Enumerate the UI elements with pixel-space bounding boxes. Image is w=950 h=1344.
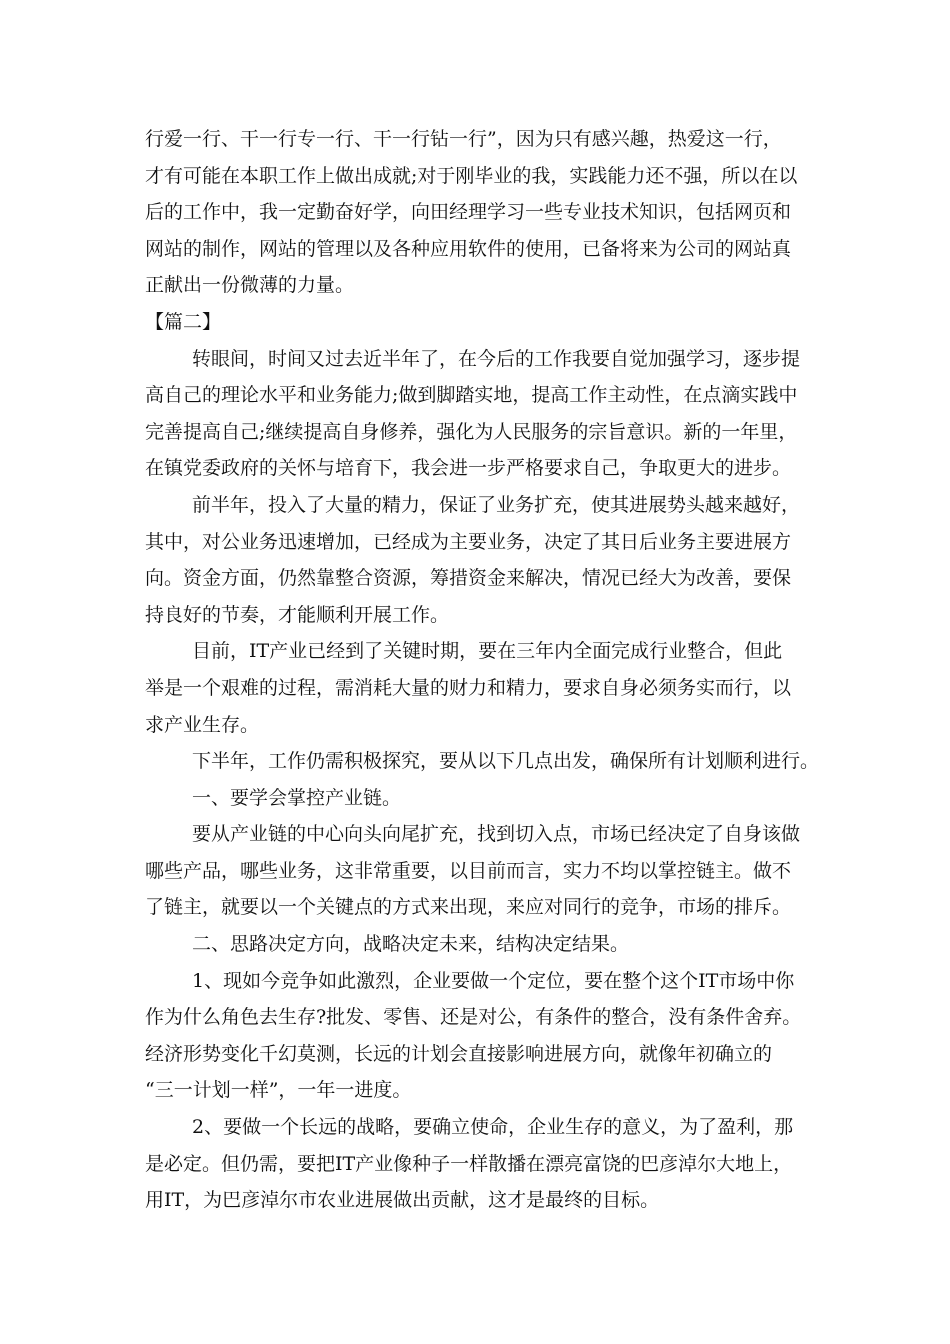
document-body xyxy=(145,121,825,1219)
text-line: 完善提高自己;继续提高自身修养，强化为人民服务的宗旨意识。新的一年里， xyxy=(145,420,798,443)
text-line: 用IT，为巴彦淖尔市农业进展做出贡献，这才是最终的目标。 xyxy=(145,1189,660,1212)
text-line: 目前，IT产业已经到了关键时期，要在三年内全面完成行业整合，但此 xyxy=(192,640,783,663)
text-line: 后的工作中，我一定勤奋好学，向田经理学习一些专业技术知识，包括网页和 xyxy=(145,201,792,224)
text-line: 哪些产品，哪些业务，这非常重要，以目前而言，实力不均以掌控链主。做不 xyxy=(145,859,792,882)
text-line: 一、要学会掌控产业链。 xyxy=(192,786,402,809)
text-line: 高自己的理论水平和业务能力;做到脚踏实地，提高工作主动性，在点滴实践中 xyxy=(145,384,798,407)
text-line: 行爱一行、干一行专一行、干一行钻一行”，因为只有感兴趣，热爱这一行， xyxy=(145,128,782,150)
text-line: “三一计划一样”，一年一进度。 xyxy=(145,1079,412,1102)
section-heading: 【篇二】 xyxy=(145,310,222,333)
text-line: 向。资金方面，仍然靠整合资源，筹措资金来解决，情况已经大为改善，要保 xyxy=(145,567,792,590)
text-line: 持良好的节奏，才能顺利开展工作。 xyxy=(145,603,450,626)
text-line: 其中，对公业务迅速增加，已经成为主要业务，决定了其日后业务主要进展方 xyxy=(145,530,792,553)
text-line: 1、现如今竞争如此激烈，企业要做一个定位，要在整个这个IT市场中你 xyxy=(192,969,795,992)
text-line: 前半年，投入了大量的精力，保证了业务扩充，使其进展势头越来越好， xyxy=(192,493,801,516)
text-line: 是必定。但仍需，要把IT产业像种子一样散播在漂亮富饶的巴彦淖尔大地上， xyxy=(145,1152,793,1175)
text-line: 作为什么角色去生存?批发、零售、还是对公，有条件的整合，没有条件舍弃。 xyxy=(145,1006,802,1029)
text-line: 二、思路决定方向，战略决定未来，结构决定结果。 xyxy=(192,933,630,956)
text-line: 才有可能在本职工作上做出成就;对于刚毕业的我，实践能力还不强，所以在以 xyxy=(145,164,798,187)
text-line: 了链主，就要以一个关键点的方式来出现，来应对同行的竞争，市场的排斥。 xyxy=(145,896,792,919)
text-line: 举是一个艰难的过程，需消耗大量的财力和精力，要求自身必须务实而行，以 xyxy=(145,676,792,699)
text-line: 2、要做一个长远的战略，要确立使命，企业生存的意义，为了盈利，那 xyxy=(192,1116,794,1139)
text-line: 下半年，工作仍需积极探究，要从以下几点出发，确保所有计划顺利进行。 xyxy=(192,750,820,773)
text-line: 网站的制作，网站的管理以及各种应用软件的使用，已备将来为公司的网站真 xyxy=(145,237,792,260)
text-line: 在镇党委政府的关怀与培育下，我会进一步严格要求自己，争取更大的进步。 xyxy=(145,457,792,480)
text-line: 经济形势变化千幻莫测，长远的计划会直接影响进展方向，就像年初确立的 xyxy=(145,1042,773,1065)
text-line: 正献出一份微薄的力量。 xyxy=(145,274,355,297)
text-line: 求产业生存。 xyxy=(145,713,260,736)
text-line: 要从产业链的中心向头向尾扩充，找到切入点，市场已经决定了自身该做 xyxy=(192,823,801,846)
text-line: 转眼间，时间又过去近半年了，在今后的工作我要自觉加强学习，逐步提 xyxy=(192,347,801,370)
